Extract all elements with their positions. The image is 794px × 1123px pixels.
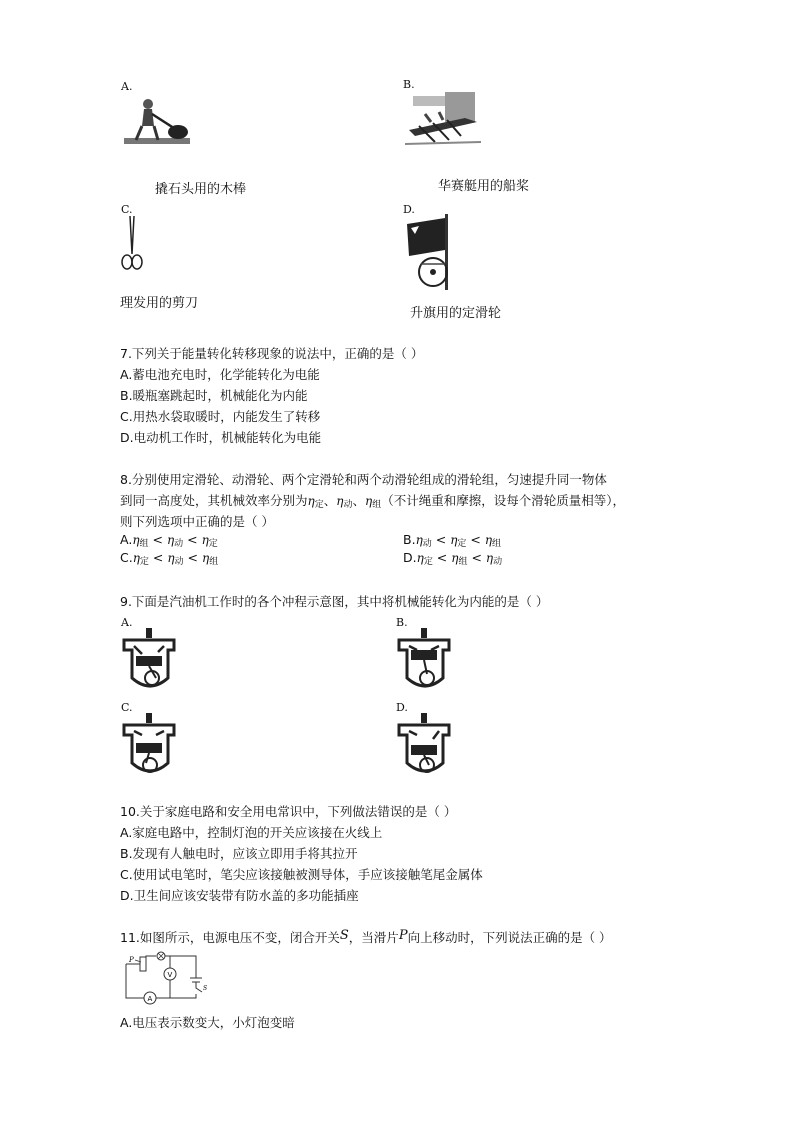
q6-option-d-caption: 升旗用的定滑轮 <box>410 306 502 321</box>
circuit-label-p: P <box>129 956 134 964</box>
q6-option-a-caption: 撬石头用的木棒 <box>155 182 247 197</box>
voltmeter-label: V <box>167 971 173 979</box>
q10-option-b: B.发现有人触电时，应该立即用手将其拉开 <box>120 846 358 861</box>
q8-option-b: $B.\eta_动 < \eta_定 < \eta_组$ <box>403 532 502 549</box>
scissors-illustration <box>120 214 144 274</box>
q7-option-a: A.蓄电池充电时，化学能转化为电能 <box>120 367 320 382</box>
lever-crowbar-illustration <box>120 92 194 154</box>
rowing-boat-illustration <box>405 92 481 152</box>
q9-option-b-label: B. <box>396 616 408 629</box>
q6-option-c-label: C. <box>121 203 133 216</box>
q11-option-a: A.电压表示数变大，小灯泡变暗 <box>120 1015 295 1030</box>
q9-stem: 9.下面是汽油机工作时的各个冲程示意图，其中将机械能转化为内能的是（ ） <box>120 594 549 609</box>
flagpole-pulley-illustration <box>405 214 457 290</box>
q8-stem-line3: 则下列选项中正确的是（ ） <box>120 514 274 529</box>
q10-option-a: A.家庭电路中，控制灯泡的开关应该接在火线上 <box>120 825 383 840</box>
q7-stem: 7.下列关于能量转化转移现象的说法中，正确的是（ ） <box>120 346 424 361</box>
q7-option-c: C.用热水袋取暖时，内能发生了转移 <box>120 409 321 424</box>
q7-option-d: D.电动机工作时，机械能转化为电能 <box>120 430 322 445</box>
q9-option-a-label: A. <box>121 616 133 629</box>
q6-option-b-label: B. <box>403 78 415 91</box>
engine-stroke-d-diagram <box>397 713 453 777</box>
engine-stroke-b-diagram <box>397 628 453 692</box>
q10-option-c: C.使用试电笔时，笔尖应该接触被测导体，手应该接触笔尾金属体 <box>120 867 483 882</box>
q10-stem: 10.关于家庭电路和安全用电常识中，下列做法错误的是（ ） <box>120 804 457 819</box>
q8-stem-line1: 8.分别使用定滑轮、动滑轮、两个定滑轮和两个动滑轮组成的滑轮组，匀速提升同一物体 <box>120 472 607 487</box>
switch-label-s: S <box>203 985 208 992</box>
q8-option-c: $C.\eta_定 < \eta_动 < \eta_组$ <box>120 550 219 567</box>
circuit-diagram <box>120 952 212 1004</box>
engine-stroke-c-diagram <box>122 713 178 777</box>
q6-option-c-caption: 理发用的剪刀 <box>120 296 199 311</box>
q6-option-a-label: A. <box>121 80 133 93</box>
q8-option-a: $A.\eta_组 < \eta_动 < \eta_定$ <box>120 532 218 549</box>
q10-option-d: D.卫生间应该安装带有防水盖的多功能插座 <box>120 888 359 903</box>
q9-option-d-label: D. <box>396 701 408 714</box>
ammeter-label: A <box>147 995 153 1003</box>
q6-option-d-label: D. <box>403 203 415 216</box>
q7-option-b: B.暖瓶塞跳起时，机械能化为内能 <box>120 388 308 403</box>
q8-option-d: $D.\eta_定 < \eta_组 < \eta_动$ <box>403 550 503 567</box>
engine-stroke-a-diagram <box>122 628 178 692</box>
q6-option-b-caption: 华赛艇用的船桨 <box>438 179 530 194</box>
q11-stem: 11.如图所示，电源电压不变，闭合开关S，当滑片P向上移动时，下列说法正确的是（ ） <box>120 928 612 945</box>
q9-option-c-label: C. <box>121 701 133 714</box>
q8-stem-line2: 到同一高度处，其机械效率分别为$\eta_定$、$\eta_动$、$\eta_组$（不计绳重和摩擦，设每个滑轮质量相等）， <box>120 493 625 510</box>
